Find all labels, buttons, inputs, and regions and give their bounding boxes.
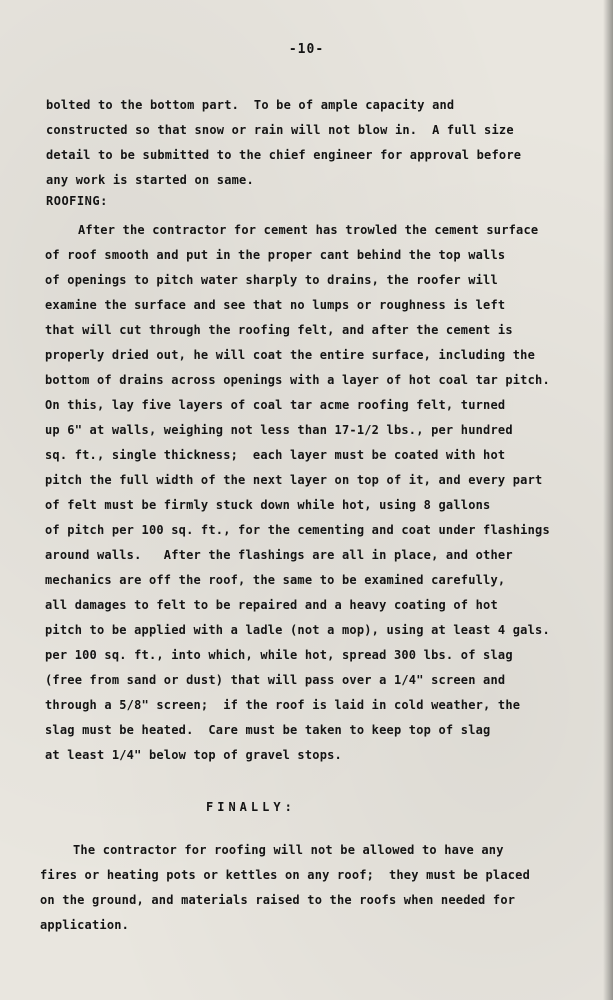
text-line: slag must be heated. Care must be taken to keep top of slag <box>45 723 491 737</box>
text-line: around walls. After the flashings are all in place, and other <box>45 548 513 562</box>
text-line: bottom of drains across openings with a layer of hot coal tar pitch. <box>45 373 550 387</box>
text-line: The contractor for roofing will not be allowed to have any <box>73 843 504 857</box>
text-line: per 100 sq. ft., into which, while hot, spread 300 lbs. of slag <box>45 648 513 662</box>
text-line: constructed so that snow or rain will not blow in. A full size <box>46 123 514 137</box>
text-line: of openings to pitch water sharply to drains, the roofer will <box>45 273 498 287</box>
text-line: fires or heating pots or kettles on any roof; they must be placed <box>40 868 531 882</box>
text-line: After the contractor for cement has trowled the cement surface <box>78 223 539 237</box>
text-line: on the ground, and materials raised to the roofs when needed for <box>40 893 516 907</box>
text-line: examine the surface and see that no lumps or roughness is left <box>45 298 506 312</box>
text-line: through a 5/8" screen; if the roof is laid in cold weather, the <box>45 698 521 712</box>
text-line: pitch the full width of the next layer on top of it, and every part <box>45 473 543 487</box>
text-line: of roof smooth and put in the proper cant behind the top walls <box>45 248 506 262</box>
text-line: pitch to be applied with a ladle (not a mop), using at least 4 gals. <box>45 623 550 637</box>
text-line: sq. ft., single thickness; each layer must be coated with hot <box>45 448 506 462</box>
text-line: bolted to the bottom part. To be of ample capacity and <box>46 98 455 112</box>
text-line: up 6" at walls, weighing not less than 17-1/2 lbs., per hundred <box>45 423 513 437</box>
text-line: properly dried out, he will coat the entire surface, including the <box>45 348 536 362</box>
text-line: (free from sand or dust) that will pass over a 1/4" screen and <box>45 673 506 687</box>
text-line: that will cut through the roofing felt, and after the cement is <box>45 323 513 337</box>
page-edge-shadow <box>603 0 613 1000</box>
text-line: mechanics are off the roof, the same to be examined carefully, <box>45 573 506 587</box>
text-line: On this, lay five layers of coal tar acme roofing felt, turned <box>45 398 506 412</box>
text-line: all damages to felt to be repaired and a heavy coating of hot <box>45 598 498 612</box>
page-number: -10- <box>288 42 325 57</box>
text-line: application. <box>40 918 130 932</box>
finally-heading: FINALLY: <box>206 800 296 814</box>
text-line: detail to be submitted to the chief engineer for approval before <box>46 148 522 162</box>
text-line: of felt must be firmly stuck down while hot, using 8 gallons <box>45 498 491 512</box>
text-line: at least 1/4" below top of gravel stops. <box>45 748 342 762</box>
roofing-heading: ROOFING: <box>46 194 108 208</box>
text-line: of pitch per 100 sq. ft., for the cementing and coat under flashings <box>45 523 550 537</box>
text-line: any work is started on same. <box>46 173 254 187</box>
